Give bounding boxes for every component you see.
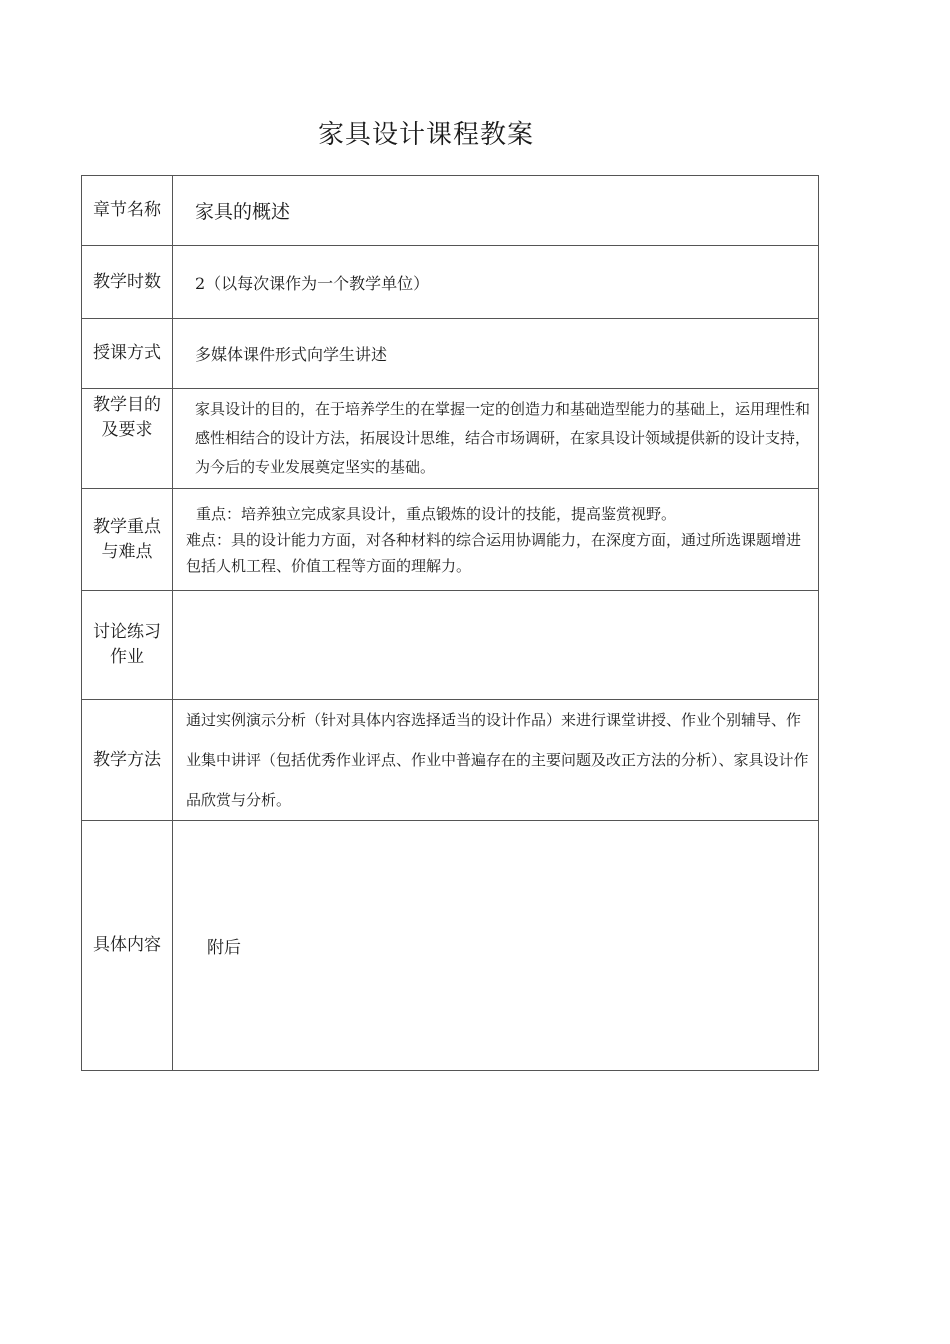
focus-text: 重点：培养独立完成家具设计，重点锻炼的设计的技能，提高鉴赏视野。 (196, 504, 677, 523)
row-label-objectives: 教学目的 及要求 (82, 389, 173, 489)
table-row (82, 700, 819, 821)
objectives-value: 家具设计的目的，在于培养学生的在掌握一定的创造力和基础造型能力的基础上，运用理性和感性相结合的设计方法，拓展设计思维，结合市场调研，在家具设计领域提供新的设计支持，为今后的专业发展奠定坚实的基础。 (195, 400, 811, 476)
table-row (82, 176, 819, 246)
table-row (82, 246, 819, 319)
teaching-hours-value: 2（以每次课作为一个教学单位） (195, 273, 430, 293)
table-row (82, 489, 819, 591)
row-label-chapter: 章节名称 (82, 176, 173, 246)
content-value: 附后 (207, 938, 241, 958)
table-row (82, 591, 819, 700)
delivery-method-value: 多媒体课件形式向学生讲述 (195, 345, 388, 364)
document-title: 家具设计课程教案 (317, 120, 534, 150)
difficulty-text: 难点：具的设计能力方面，对各种材料的综合运用协调能力，在深度方面，通过所选课题增进包括人机工程、价值工程等方面的理解力。 (186, 530, 802, 575)
focus-difficulty-value (173, 501, 818, 579)
row-label-focus: 教学重点 与难点 (82, 489, 173, 591)
lesson-plan-table (81, 175, 819, 1071)
table-row (82, 319, 819, 389)
row-label-teaching-method: 教学方法 (82, 700, 173, 821)
table-row (82, 389, 819, 489)
chapter-name-value: 家具的概述 (195, 201, 291, 223)
row-label-exercises: 讨论练习 作业 (82, 591, 173, 700)
row-label-content: 具体内容 (82, 821, 173, 1071)
row-label-hours: 教学时数 (82, 246, 173, 319)
exercises-value (173, 591, 819, 700)
table-row (82, 821, 819, 1071)
row-label-method-delivery: 授课方式 (82, 319, 173, 389)
teaching-method-value: 通过实例演示分析（针对具体内容选择适当的设计作品）来进行课堂讲授、作业个别辅导、作业集中讲评（包括优秀作业评点、作业中普遍存在的主要问题及改正方法的分析）、家具设计作品欣赏与分析。 (186, 711, 809, 809)
